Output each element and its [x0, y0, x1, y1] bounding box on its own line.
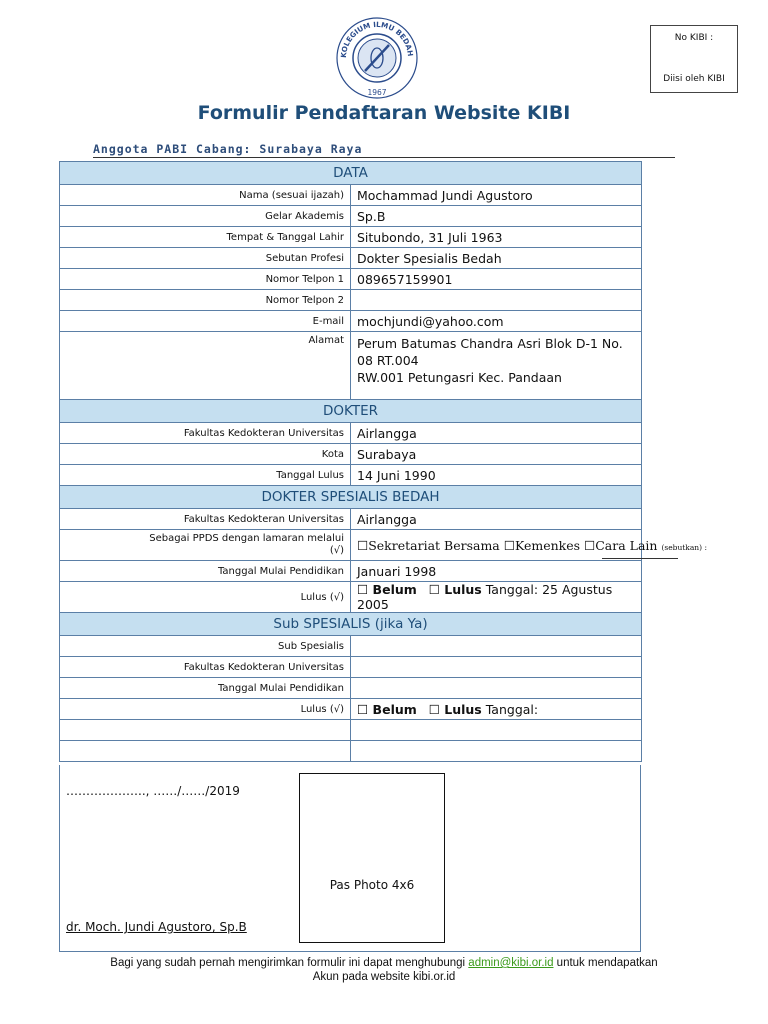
empty-field-1[interactable] [351, 720, 642, 741]
sub-tanggal-lulus[interactable]: Tanggal: [485, 701, 539, 717]
ttl-field[interactable]: Situbondo, 31 Juli 1963 [351, 227, 642, 248]
dokter-lulus-field[interactable]: 14 Juni 1990 [351, 465, 642, 486]
section-header-spesialis: DOKTER SPESIALIS BEDAH [60, 486, 642, 509]
ppds-label-line-1: Sebagai PPDS dengan lamaran melalui [149, 533, 344, 544]
telp2-field[interactable] [351, 290, 642, 311]
alamat-label: Alamat [60, 332, 351, 400]
ttl-label: Tempat & Tanggal Lahir [60, 227, 351, 248]
dokter-fakultas-field[interactable]: Airlangga [351, 423, 642, 444]
email-field[interactable]: mochjundi@yahoo.com [351, 311, 642, 332]
dokter-fakultas-label: Fakultas Kedokteran Universitas [60, 423, 351, 444]
spesialis-belum-checkbox[interactable]: ☐ Belum [357, 582, 417, 597]
section-header-sub-spesialis: Sub SPESIALIS (jika Ya) [60, 613, 642, 636]
nama-label: Nama (sesuai ijazah) [60, 185, 351, 206]
photo-placeholder [299, 773, 445, 943]
spesialis-fakultas-label: Fakultas Kedokteran Universitas [60, 509, 351, 530]
logo-ring-text: KOLEGIUM ILMU BEDAH [338, 19, 416, 59]
profesi-field[interactable]: Dokter Spesialis Bedah [351, 248, 642, 269]
subtitle-underline [93, 157, 675, 158]
footer-text-1: Bagi yang sudah pernah mengirimkan formulir ini dapat menghubungi [110, 957, 469, 969]
registration-form-table [59, 161, 707, 762]
spesialis-tanggal-lulus[interactable]: Tanggal: 25 Agustus 2005 [357, 582, 613, 612]
photo-label: Pas Photo 4x6 [329, 878, 415, 892]
profesi-label: Sebutan Profesi [60, 248, 351, 269]
sub-spesialis-field[interactable] [351, 636, 642, 657]
kibi-number-note: Diisi oleh KIBI [663, 74, 725, 84]
spesialis-mulai-label: Tanggal Mulai Pendidikan [60, 561, 351, 582]
empty-field-2[interactable] [351, 741, 642, 762]
ppds-label-line-2: (√) [329, 545, 344, 556]
empty-label-1 [60, 720, 351, 741]
sub-mulai-field[interactable] [351, 678, 642, 699]
cara-lain-write-line[interactable] [602, 558, 678, 559]
ppds-label [60, 530, 351, 561]
admin-email-link[interactable]: admin@kibi.or.id [468, 957, 554, 969]
gelar-label: Gelar Akademis [60, 206, 351, 227]
sub-lulus-label: Lulus (√) [60, 699, 351, 720]
sub-lulus-checkbox[interactable]: ☐ Lulus [428, 701, 482, 717]
kibi-number-box [650, 25, 738, 93]
empty-label-2 [60, 741, 351, 762]
spesialis-lulus-checkbox[interactable]: ☐ Lulus [428, 582, 482, 597]
spesialis-lulus-label: Lulus (√) [60, 582, 351, 613]
telp1-field[interactable]: 089657159901 [351, 269, 642, 290]
ppds-option-cara-lain[interactable]: ☐Cara Lain [584, 537, 658, 553]
footer-line-2: Akun pada website kibi.or.id [312, 971, 456, 983]
logo-year: 1967 [367, 88, 387, 97]
alamat-line-1: Perum Batumas Chandra Asri Blok D-1 No. 08 RT.004 [357, 336, 623, 368]
ppds-option-sekretariat[interactable]: ☐Sekretariat Bersama [357, 537, 500, 553]
telp2-label: Nomor Telpon 2 [60, 290, 351, 311]
ppds-options [351, 530, 707, 561]
sub-lulus-options [351, 699, 642, 720]
spesialis-fakultas-field[interactable]: Airlangga [351, 509, 642, 530]
alamat-line-2: RW.001 Petungasri Kec. Pandaan [357, 370, 562, 385]
ppds-cara-lain-note: (sebutkan) : [661, 542, 707, 552]
footer-note [0, 956, 768, 984]
section-header-data: DATA [60, 162, 642, 185]
sub-fakultas-field[interactable] [351, 657, 642, 678]
section-header-dokter: DOKTER [60, 400, 642, 423]
dokter-kota-label: Kota [60, 444, 351, 465]
spesialis-lulus-options [351, 582, 642, 613]
footer-text-2: untuk mendapatkan [553, 957, 658, 969]
page-title: Formulir Pendaftaran Website KIBI [197, 102, 571, 124]
dokter-kota-field[interactable]: Surabaya [351, 444, 642, 465]
sub-belum-checkbox[interactable]: ☐ Belum [357, 701, 417, 717]
sub-spesialis-label: Sub Spesialis [60, 636, 351, 657]
telp1-label: Nomor Telpon 1 [60, 269, 351, 290]
email-label: E-mail [60, 311, 351, 332]
sub-mulai-label: Tanggal Mulai Pendidikan [60, 678, 351, 699]
sub-fakultas-label: Fakultas Kedokteran Universitas [60, 657, 351, 678]
dokter-lulus-label: Tanggal Lulus [60, 465, 351, 486]
pabi-branch: Anggota PABI Cabang: Surabaya Raya [93, 142, 363, 156]
nama-field[interactable]: Mochammad Jundi Agustoro [351, 185, 642, 206]
signature-name: dr. Moch. Jundi Agustoro, Sp.B [66, 920, 247, 934]
spesialis-mulai-field[interactable]: Januari 1998 [351, 561, 642, 582]
signature-date[interactable]: ……………….., ……/……/2019 [66, 784, 240, 798]
kibi-logo [331, 15, 423, 101]
ppds-option-kemenkes[interactable]: ☐Kemenkes [503, 537, 581, 553]
gelar-field[interactable]: Sp.B [351, 206, 642, 227]
kibi-number-label: No KIBI : [674, 33, 714, 43]
alamat-field[interactable] [351, 332, 642, 400]
